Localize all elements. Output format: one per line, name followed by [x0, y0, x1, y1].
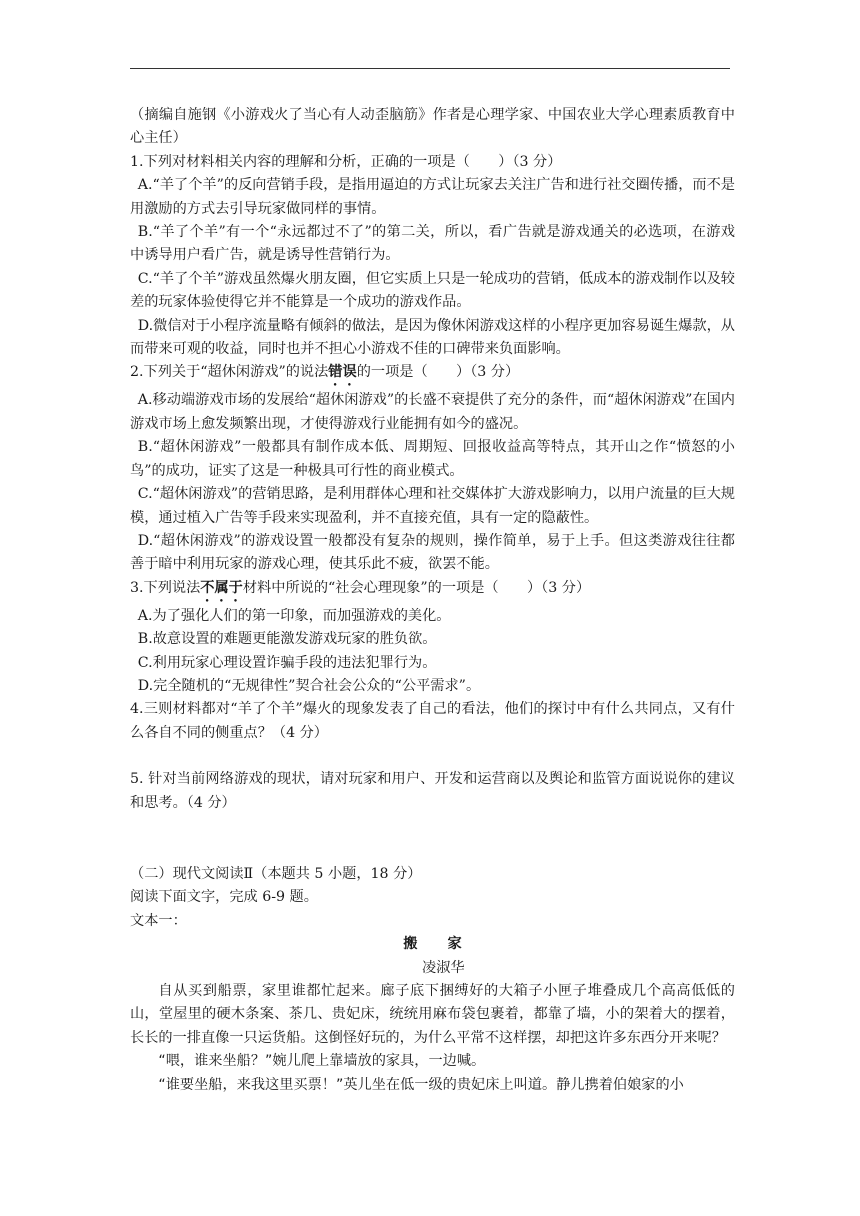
question-1-option-b: B.“羊了个羊”有一个“永远都过不了”的第二关，所以，看广告就是游戏通关的必选项，在游戏中诱导用户看广告，就是诱导性营销行为。 [130, 224, 735, 264]
question-3-emphasis: 不属于 [200, 579, 243, 596]
story-paragraph-1: 自从买到船票，家里谁都忙起来。廊子底下捆缚好的大箱子小匣子堆叠成几个高高低低的山，堂屋里的硬木条案、茶几、贵妃床，统统用麻布袋包裹着，都靠了墙，小的架着大的摆着，长长的一排直像一只运货船。这倒怪好玩的，为什么平常不这样摆，却把这许多东西分开来呢？ [130, 983, 735, 1046]
question-2-option-d: D.“超休闲游戏”的游戏设置一般都没有复杂的规则，操作简单，易于上手。但这类游戏往往都善于暗中利用玩家的游戏心理，使其乐此不疲，欲罢不能。 [130, 532, 735, 573]
question-1-option-d: D.微信对于小程序流量略有倾斜的做法，是因为像休闲游戏这样的小程序更加容易诞生爆款，从而带来可观的收益，同时也并不担心小游戏不佳的口碑带来负面影响。 [130, 317, 735, 358]
question-1-stem: 1.下列对材料相关内容的理解和分析，正确的一项是（ ）（3 分） [130, 153, 562, 170]
question-2-option-b: B.“超休闲游戏”一般都具有制作成本低、周期短、回报收益高等特点，其开山之作“愤怒的小鸟”的成功，证实了这是一种极具可行性的商业模式。 [130, 439, 735, 479]
question-3-stem-text: 3.下列说法 [130, 579, 201, 596]
question-1-option-a: A.“羊了个羊”的反向营销手段，是指用逼迫的方式让玩家去关注广告和进行社交圈传播，而不是用激励的方式去引导玩家做同样的事情。 [130, 177, 735, 217]
header-rule [130, 68, 730, 69]
section-2-heading: （二）现代文阅读Ⅱ（本题共 5 小题，18 分） [130, 865, 422, 882]
story-author: 凌淑华 [422, 959, 465, 976]
question-1-option-c: C.“羊了个羊”游戏虽然爆火朋友圈，但它实质上只是一轮成功的营销，低成本的游戏制作以及较差的玩家体验使得它并不能算是一个成功的游戏作品。 [130, 270, 735, 311]
question-3-stem [130, 577, 735, 605]
question-2-emphasis: 错误 [328, 364, 357, 381]
question-3-option-c: C.利用玩家心理设置诈骗手段的违法犯罪行为。 [137, 654, 437, 671]
text-one-label: 文本一： [130, 912, 187, 929]
question-3-stem-tail: 材料中所说的“社会心理现象”的一项是（ ）（3 分） [242, 579, 591, 596]
question-2 [130, 361, 735, 576]
question-2-stem-text: 2.下列关于“超休闲游戏”的说法 [130, 364, 329, 381]
question-4: 4.三则材料都对“羊了个羊”爆火的现象发表了自己的看法，他们的探讨中有什么共同点，又有什么各自不同的侧重点？（4 分） [130, 701, 735, 741]
question-3-option-a: A.为了强化人们的第一印象，而加强游戏的美化。 [137, 607, 451, 624]
story-title: 搬家 [403, 936, 492, 953]
question-3-option-b: B.故意设置的难题更能激发游戏玩家的胜负欲。 [137, 631, 437, 648]
section-2 [130, 863, 735, 933]
question-2-option-a: A.移动端游戏市场的发展给“超休闲游戏”的长盛不衰提供了充分的条件，而“超休闲游戏”在国内游戏市场上愈发频繁出现，才使得游戏行业能拥有如今的盛况。 [130, 392, 735, 432]
question-2-stem [130, 361, 735, 389]
story [130, 933, 735, 1097]
answer-space-4 [130, 745, 735, 768]
question-1 [130, 151, 735, 362]
question-5: 5. 针对当前网络游戏的现状，请对玩家和用户、开发和运营商以及舆论和监管方面说说你的建议和思考。（4 分） [130, 771, 735, 811]
section-2-instruction: 阅读下面文字，完成 6-9 题。 [130, 889, 318, 906]
story-paragraph-2: “喂，谁来坐船？”婉儿爬上靠墙放的家具，一边喊。 [158, 1053, 486, 1070]
question-2-option-c: C.“超休闲游戏”的营销思路，是利用群体心理和社交媒体扩大游戏影响力，以用户流量的巨大规模，通过植入广告等手段来实现盈利，并不直接充值，具有一定的隐蔽性。 [130, 486, 735, 526]
question-3 [130, 577, 735, 699]
source-note: （摘编自施钢《小游戏火了当心有人动歪脑筋》作者是心理学家、中国农业大学心理素质教育中心主任） [130, 107, 735, 147]
document-page [130, 104, 735, 1097]
story-paragraph-3: “谁要坐船，来我这里买票！”英儿坐在低一级的贵妃床上叫道。静儿携着伯娘家的小 [158, 1076, 684, 1093]
question-2-stem-tail: 的一项是（ ）（3 分） [356, 364, 520, 381]
answer-space-5 [130, 815, 735, 863]
question-3-option-d: D.完全随机的“无规律性”契合社会公众的“公平需求”。 [137, 677, 481, 694]
